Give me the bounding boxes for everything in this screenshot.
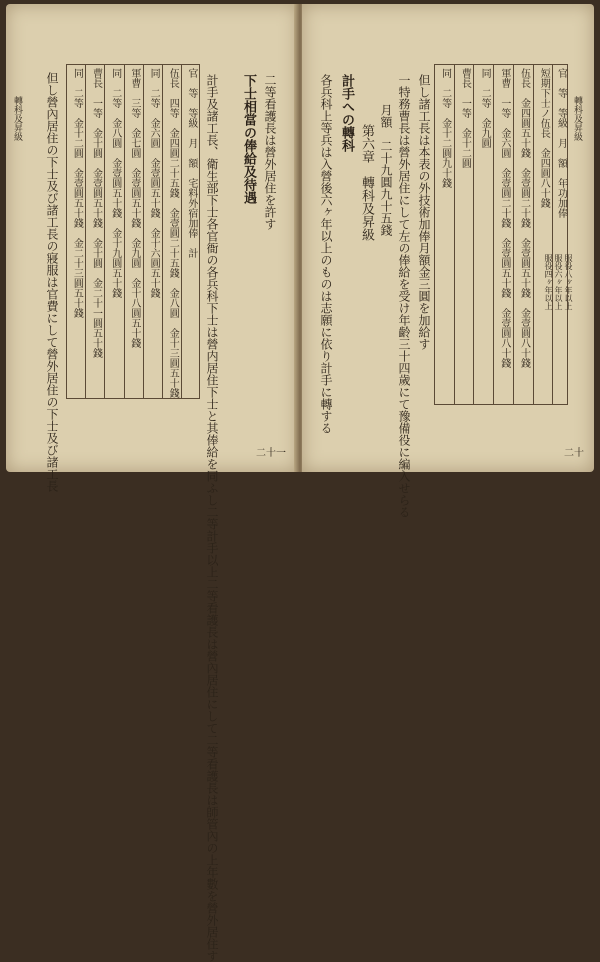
right-row-6: 同 二等 金十二圓九十錢 — [439, 68, 451, 188]
special-note: 一特務曹長は營外居住にして左の俸給を受け年齡三十四歲にて豫備役に編入せらる — [397, 74, 411, 518]
chapter-title: 第六章 轉科及昇級 — [359, 124, 374, 241]
right-page — [302, 4, 594, 518]
left-page-header: 轉科及昇級 — [12, 96, 22, 141]
left-table-header: 官 等 等級 月 額 宅料外宿加俸 計 — [185, 68, 197, 258]
right-sub-header-3: 服役八ヶ年以上 — [564, 254, 573, 310]
right-note: 但し諸工長は本表の外技術加俸月額金三圓を加給す — [417, 74, 431, 350]
right-sub-header-2: 服役六ヶ年以上 — [554, 254, 563, 310]
right-row-1: 短期下士ノ伍長 金四圓八十錢 — [538, 68, 550, 208]
right-pay-table — [434, 64, 568, 405]
left-page — [6, 4, 298, 962]
left-row-4: 同 二等 金八圓 金壹圓五十錢 金十九圓五十錢 — [109, 68, 121, 298]
left-row-6: 同 二等 金十二圓 金壹圓五十錢 金二十三圓五十錢 — [71, 68, 83, 318]
left-last-line: 但し營內居住の下士及び諸工長の寢服は官費にして營外居住の下士及び諸工長 — [45, 72, 59, 492]
left-note-lead: 二等看護長は營外居住を許す — [263, 74, 277, 230]
right-page-number: 二十 — [564, 448, 584, 459]
left-pay-table — [66, 64, 200, 399]
right-row-4: 同 二等 金九圓 — [479, 68, 491, 148]
right-row-5: 曹長 一等 金十二圓 — [459, 68, 471, 168]
left-row-2: 同 二等 金六圓 金壹圓五十錢 金十六圓五十錢 — [148, 68, 160, 298]
right-heading: 計手への轉科 — [339, 74, 354, 152]
book-spread — [6, 4, 594, 962]
left-paragraph: 計手及諸工長、衛生部下士各官衙の各兵科下士は營内居住下士と其俸給を同ふし二等計手以上二等看護長は營內居住にして二等看護長は師管內の上年數を營外居住す — [205, 74, 219, 962]
left-row-5: 曹長 一等 金十圓 金壹圓五十錢 金十圓 金二十一圓五十錢 — [90, 68, 102, 358]
right-page-header: 轉科及昇級 — [572, 96, 582, 141]
right-row-3: 軍曹 一等 金六圓 金壹圓二十錢 金壹圓五十錢 金壹圓八十錢 — [498, 68, 510, 368]
right-sub-headers: 服役四ヶ年以上 — [544, 254, 553, 310]
left-row-3: 軍曹 三等 金七圓 金壹圓五十錢 金九圓 金十八圓五十錢 — [128, 68, 140, 348]
right-paragraph: 各兵科上等兵は入營後六ヶ年以上のものは志願に依り計手に轉する — [319, 74, 333, 434]
right-table-header: 官 等 等級 月 額 年功加俸 — [555, 68, 567, 218]
right-row-2: 伍長 金四圓五十錢 金壹圓二十錢 金壹圓五十錢 金壹圓八十錢 — [518, 68, 530, 368]
special-pay: 月額 二十九圓九十五錢 — [379, 104, 393, 236]
left-row-1: 伍長 四等 金四圓二十五錢 金壹圓二十五錢 金八圓 金十三圓五十錢 — [167, 68, 179, 398]
left-page-number: 二十一 — [256, 448, 286, 459]
left-heading: 下士相當の俸給及待遇 — [241, 74, 256, 204]
